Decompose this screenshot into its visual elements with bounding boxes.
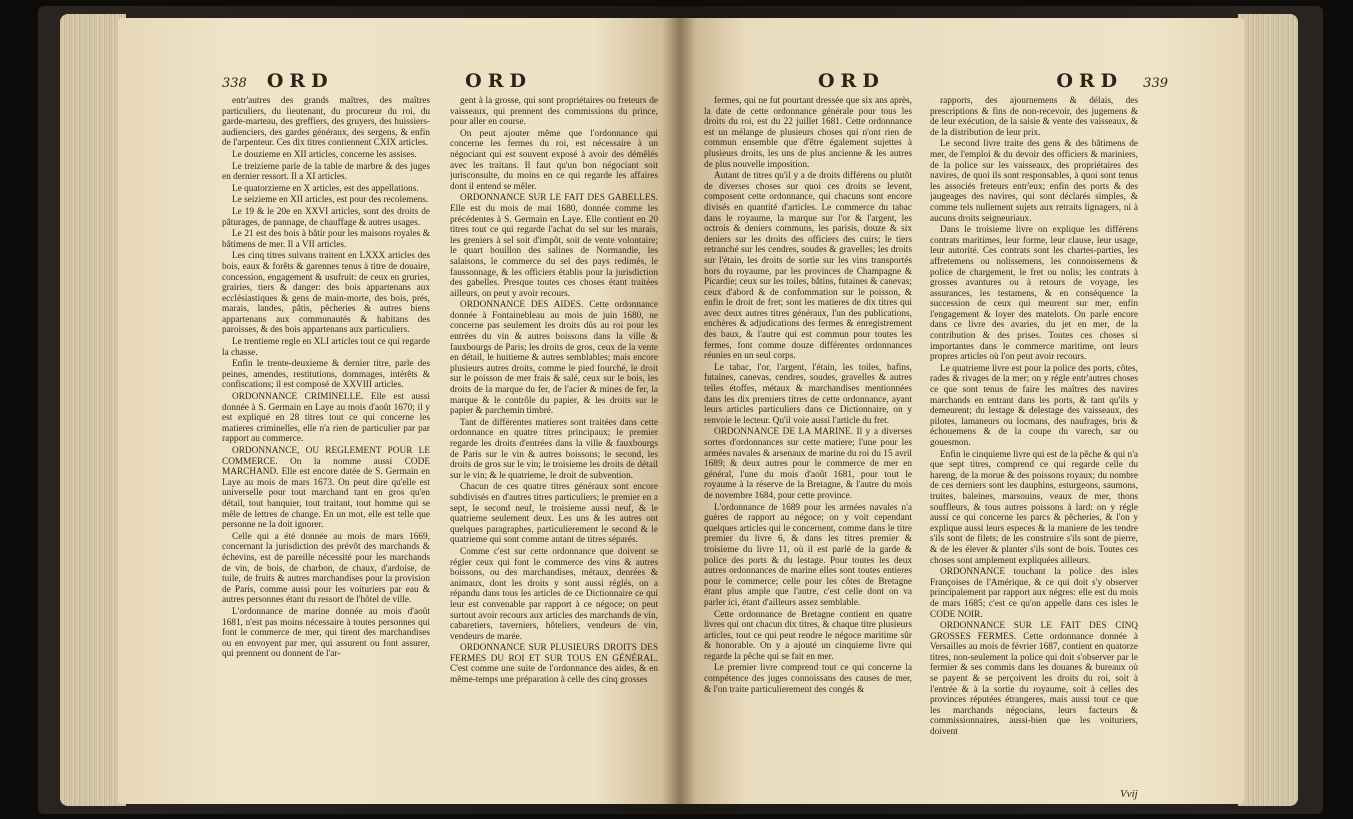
left-running-head-right: ORD bbox=[465, 70, 532, 92]
paragraph: Enfin le trente-deuxieme & dernier titre, parle des peines, amendes, restitutions, dommages, intérêts & confiscations; il est composé de XXVIII articles. bbox=[222, 359, 430, 391]
paragraph: Le trentieme regle en XLI articles tout ce qui regarde la chasse. bbox=[222, 337, 430, 358]
paragraph: ORDONNANCE SUR LE FAIT DES CINQ GROSSES FERMES. Cette ordonnance donnée à Versailles au mois de février 1687, contient en quatorze titres, non-seulement la police qui doit s'observer par le fermier & ses commis dans les douanes & bureaux où se payent & se perçoivent les droits du roi, soit à l'entrée & à la sortie du royaume, soit à celles des provinces réputées étrangeres, mais aussi tout ce que les marchands négocians, leurs facteurs & commissionnaires, aussi-bien que les voituriers, doivent bbox=[930, 621, 1138, 738]
paragraph: Cette ordonnance de Bretagne contient en quatre livres qui ont chacun dix titres, & chaque titre plusieurs articles, tout ce qui peut rendre le négoce maritime sûr & honorable. On y a ajouté un cinquieme livre qui regarde la pêche qui se fait en mer. bbox=[704, 609, 912, 662]
paragraph: ORDONNANCE touchant la police des isles Françoises de l'Amérique, & ce qui doit s'y observer principalement par rapport aux négres: elle est du mois de mars 1685; c'est ce qu'on appelle dans ces isles le CODE NOIR. bbox=[930, 567, 1138, 620]
paragraph: Le douzieme en XII articles, concerne les assises. bbox=[232, 149, 417, 160]
paragraph: Le quatrieme livre est pour la police des ports, côtes, rades & rivages de la mer; on y régle entr'autres choses ce que sont tenus de faire les maîtres des navires marchands en entrant dans les ports, & tant qu'ils y demeurent; du lestage & delestage des vaisseaux, des pilotes, lamaneurs ou locmans, des naufrages, bris & échouemens & de la coupe du varech, sar ou gouesmon. bbox=[930, 363, 1138, 448]
paragraph: ORDONNANCE, OU REGLEMENT POUR LE COMMERCE. On la nomme aussi CODE MARCHAND. Elle est encore datée de S. Germain en Laye au mois de mars 1673. On peut dire qu'elle est universelle pour tout marchand tant en gros qu'en détail, tout banquier, tout traitant, tout homme qui se mêle de lettres de change. En un mot, elle est telle que personne ne la doit ignorer. bbox=[222, 446, 430, 531]
paragraph: fermes, qui ne fut pourtant dressée que six ans après, la date de cette ordonnance générale pour tous les droits du roi, est du 22 juillet 1681. Cette ordonnance est un mélange de plusieurs choses qui n'ont rien de commun ensemble que d'être également sujettes à plusieurs droits, les uns de plus ancienne & les autres de plus nouvelle imposition. bbox=[704, 96, 912, 170]
right-page-number-row bbox=[1056, 70, 1168, 92]
paragraph: Le quatorzieme en X articles, est des appellations. bbox=[232, 183, 419, 194]
right-running-head-right: ORD bbox=[1056, 70, 1124, 92]
right-page-column-1 bbox=[704, 96, 912, 796]
paragraph: Enfin le cinquieme livre qui est de la pêche & qui n'a que sept titres, comprend ce qui regarde celle du hareng, de la morue & des poissons royaux; du nombre de ces derniers sont les dauphins, esturgeons, saumons, truites, baleines, marsouins, veaux de mer, thons souffleurs, & tous autres poissons à lard: on y régle aussi ce qui concerne les parcs & pêcheries, & l'on y explique aussi leurs especes & la maniere de les tendre s'ils sont de filets; de les construire s'ils sont de pierre, & de les élever & planter s'ils sont de bois. Toutes ces choses sont amplement expliquées ailleurs. bbox=[930, 449, 1138, 566]
left-page-number-row bbox=[222, 70, 334, 92]
paragraph: Le tabac, l'or, l'argent, l'étain, les toiles, bafins, futaines, canevas, cendres, soudes, gravelles & autres telles étoffes, métaux & marchandises mentionnées dans les dix premiers titres de cette ordonnance, ayant leurs articles particuliers dans ce Dictionnaire, on y renvoie le lecteur. Qu'il voie aussi l'article du fret. bbox=[704, 362, 912, 426]
signature-mark: Vvij bbox=[1120, 788, 1138, 800]
paragraph: Comme c'est sur cette ordonnance que doivent se régler ceux qui font le commerce des vins & autres boissons, ou des marchandises, métaux, denrées & animaux, dont les droits y sont aussi réglés, on a répandu dans tous les articles de ce Dictionnaire ce qui leur est convenable par rapport à ce négoce; on peut surtout avoir recours aux articles des marchands de vin, cabaretiers, taverniers, hôteliers, vendeurs de vin, vendeurs de marée. bbox=[450, 546, 658, 642]
paragraph: Le treizieme parle de la table de marbre & des juges en dernier ressort. Il a XI articles. bbox=[222, 161, 430, 183]
paragraph: ORDONNANCE DE LA MARINE. Il y a diverses sortes d'ordonnances sur cette matiere; l'une pour les armées navales & arsenaux de marine du roi du 15 avril 1689; & deux autres pour le commerce de mer en général, l'une du mois d'août 1681, pour tout le royaume à la réserve de la Bretagne, & l'autre du mois de novembre 1684, pour cette province. bbox=[704, 427, 912, 501]
paragraph: Le 19 & le 20e en XXVI articles, sont des droits de pâturages, de pannage, de chauffage & autres usages. bbox=[222, 206, 430, 228]
paragraph: L'ordonnance de marine donnée au mois d'août 1681, n'est pas moins nécessaire à toutes personnes qui font le commerce de mer, qui tirent des marchandises ou en envoyent par mer, qui assurent ou font assurer, qui prennent ou donnent de l'ar- bbox=[222, 606, 430, 660]
right-page bbox=[678, 18, 1244, 804]
paragraph: Les cinq titres suivans traitent en LXXX articles des bois, eaux & forêts & garennes tenus à titre de douaire, concession, engagement & usufruit: de ceux en gruries, grairies, tiers & danger: des bois appartenans aux ecclésiastiques & gens de main-morte, des bois, prés, marais, landes, pâtis, pêcheries & autres biens appartenans aux communautés & habitans des paroisses, & des bois appartenans aux particuliers. bbox=[222, 251, 430, 336]
paragraph: rapports, des ajournemens & délais, des prescriptions & fins de non-recevoir, des jugemens & de leur exécution, de la saisie & vente des vaisseaux, & de la distribution de leur prix. bbox=[930, 96, 1138, 138]
paragraph: Le premier livre comprend tout ce qui concerne la compétence des juges connoissans des causes de mer, & l'on traite particulierement des congés & bbox=[704, 663, 912, 695]
paragraph: Le seizieme en XII articles, est pour des recolemens. bbox=[232, 195, 429, 206]
right-running-head-left: ORD bbox=[818, 70, 885, 92]
paragraph: entr'autres des grands maîtres, des maîtres particuliers, du lieutenant, du procureur du roi, du garde-marteau, des greffiers, des gruyers, des huissiers-audienciers, des gardes généraux, des sergens, & enfin de l'arpenteur. Ces dix titres contiennent CXIX articles. bbox=[222, 96, 430, 149]
page-edges-right bbox=[1238, 14, 1298, 806]
paragraph: gent à la grosse, qui sont propriétaires ou freteurs de vaisseaux, qui prennent des commissions du prince, pour aller en course. bbox=[450, 96, 658, 128]
paragraph: ORDONNANCE SUR PLUSIEURS DROITS DES FERMES DU ROI ET SUR TOUS EN GÉNÉRAL. C'est comme une suite de l'ordonnance des aides, & en même-temps une préparation à celle des cinq grosses bbox=[450, 643, 658, 686]
paragraph: Le 21 est des bois à bâtir pour les maisons royales & bâtimens de mer. Il a VII articles. bbox=[222, 229, 430, 250]
paragraph: Celle qui a été donnée au mois de mars 1669, concernant la jurisdiction des prévôt des marchands & échevins, est de pareille nécessité pour les marchands de vin, de bois, de charbon, de chaux, d'ardoise, de tuile, de fruits & autres marchandises pour la provision de Paris, comme aussi pour les voituriers par eau & autres personnes étant du ressort de l'hôtel de ville. bbox=[222, 531, 430, 606]
paragraph: ORDONNANCE SUR LE FAIT DES GABELLES. Elle est du mois de mai 1680, donnée comme les précédentes à S. Germain en Laye. Elle contient en 20 titres tout ce qui regarde l'achat du sel sur les marais, les greniers à sel soit d'impôt, soit de vente volontaire; le quart bouillon des salines de Normandie, les salaisons, le commerce du sel des pays redimés, le faussonnage, & les officiers établis pour la jurisdiction des gabelles. Presque toutes ces choses étant traitées ailleurs, on peut y avoir recours. bbox=[450, 193, 658, 299]
paragraph: ORDONNANCE CRIMINELLE. Elle est aussi donnée à S. Germain en Laye au mois d'août 1670; il y est expliqué en 28 titres tout ce qui concerne les matieres criminelles, elle n'a rien de particulier par par rapport au commerce. bbox=[222, 392, 430, 445]
paragraph: Tant de différentes matieres sont traitées dans cette ordonnance en quatre titres principaux; le premier regarde les droits d'entrées dans la ville & fauxbourgs de Paris sur le vin & autres boissons; le second, les droits de gros sur le vin; le troisieme les droits de détail sur le vin; & le quatrieme, le droit de subvention. bbox=[450, 417, 658, 481]
left-page-number: 338 bbox=[222, 76, 247, 91]
right-page-number: 339 bbox=[1143, 76, 1168, 91]
paragraph: Autant de titres qu'il y a de droits différens ou plutôt de diverses choses sur quoi ces droits se levent, composent cette ordonnance, qui chacuns sont encore divisés en quantité d'articles. Le commerce du tabac dans le royaume, la marque sur l'or & l'argent, les octrois & deniers communs, les parisis, douze & six deniers sur les droits des officiers des cuirs; le tiers retranché sur les cendres, soudes & gravelles; les droits sur l'étain, les droits de sortie sur les vins transportés hors du royaume, par les provinces de Champagne & Picardie; ceux sur les toiles, bâtins, futaines & canevas; ceux d'abord & de confommation sur le poisson, & enfin le droit de fret; sont les matieres de dix titres qui avec deux autres titres généraux, l'un des publications, enchères & adjudications des fermes & enregistrement des baux, & l'autre qui est commun pour toutes les fermes, font comme douze différentes ordonnances réunies en un seul corps. bbox=[704, 171, 912, 362]
paragraph: Dans le troisieme livre on explique les différens contrats maritimes, leur forme, leur clause, leur usage, leur autorité. Ces contrats sont les chartes-parties, les affretemens ou nolissemens, les connoissemens & police de chargement, le fret ou nolis; les contrats à grosses avantures ou à retours de voyage, les assurances, les testamens, & en conséquence la succession de ceux qui meurent sur mer, enfin l'engagement & loyer des matelots. On parle encore dans ce livre des avaries, du jet en mer, de la contribution & des prises. Toutes ces choses si importantes dans le commerce maritime, ont leurs propres articles où l'on peut avoir recours. bbox=[930, 225, 1138, 363]
page-edges-left bbox=[60, 14, 126, 806]
paragraph: On peut ajouter même que l'ordonnance qui concerne les fermes du roi, est nécessaire à un négociant qui est souvent exposé à avoir des démêlés avec les traitans. Il faut qu'un bon négociant soit jurisconsulte, du moins en ce qui regarde les affaires dont il entend se mêler. bbox=[450, 128, 658, 192]
left-page bbox=[118, 18, 678, 804]
left-page-column-1 bbox=[222, 96, 430, 796]
paragraph: Le second livre traite des gens & des bâtimens de mer, de l'emploi & du devoir des officiers & mariniers, de la police sur les vaisseaux, des propriétaires des navires, de quoi ils sont responsables, à quoi sont tenus les associés freteurs entr'eux; enfin des ports & des jaugeages des navires, qui sont déclarés simples, & comme tels nullement sujets aux retraits lignagers, ni à aucuns droits seigneuriaux. bbox=[930, 139, 1138, 224]
left-page-column-2 bbox=[450, 96, 658, 796]
paragraph: ORDONNANCE DES AIDES. Cette ordonnance donnée à Fontainebleau au mois de juin 1680, ne concerne pas seulement les droits dûs au roi pour les entrées du vin & autres boissons dans la ville & fauxbourgs de Paris; les droits de gros, ceux de la vente en détail, le huitieme & autres semblables; mais encore plusieurs autres droits, comme le pied fourché, le droit sur le poisson de mer frais & salé, ceux sur le bois, les droits de la marque du fer, de l'acier & mines de fer, la marque & le contrôle du papier, & les droits sur le papier & parchemin timbré. bbox=[450, 300, 658, 417]
paragraph: Chacun de ces quatre titres généraux sont encore subdivisés en d'autres titres particuliers; le premier en a sept, le second neuf, le troisieme aussi neuf, & le quatrieme seulement deux. Les uns & les autres ont quelques paragraphes, particulierement le second & le quatrieme qui sont comme autant de titres séparés. bbox=[450, 482, 658, 546]
left-running-head-left: ORD bbox=[266, 70, 334, 92]
paragraph: L'ordonnance de 1689 pour les armées navales n'a guères de rapport au négoce; on y voit cependant quelques articles qui le concernent, comme dans le titre premier du livre 6, & dans les titres premier & troisieme du livre 11, où il est parlé de la garde & police des ports & du lestage. Pour toutes les deux autres ordonnances de marine elles sont toutes entieres pour le commerce; celle pour les côtes de Bretagne étant plus ample que l'autre, c'est celle dont on va parler ici, étant d'ailleurs assez semblable. bbox=[704, 502, 912, 608]
right-page-column-2 bbox=[930, 96, 1138, 786]
